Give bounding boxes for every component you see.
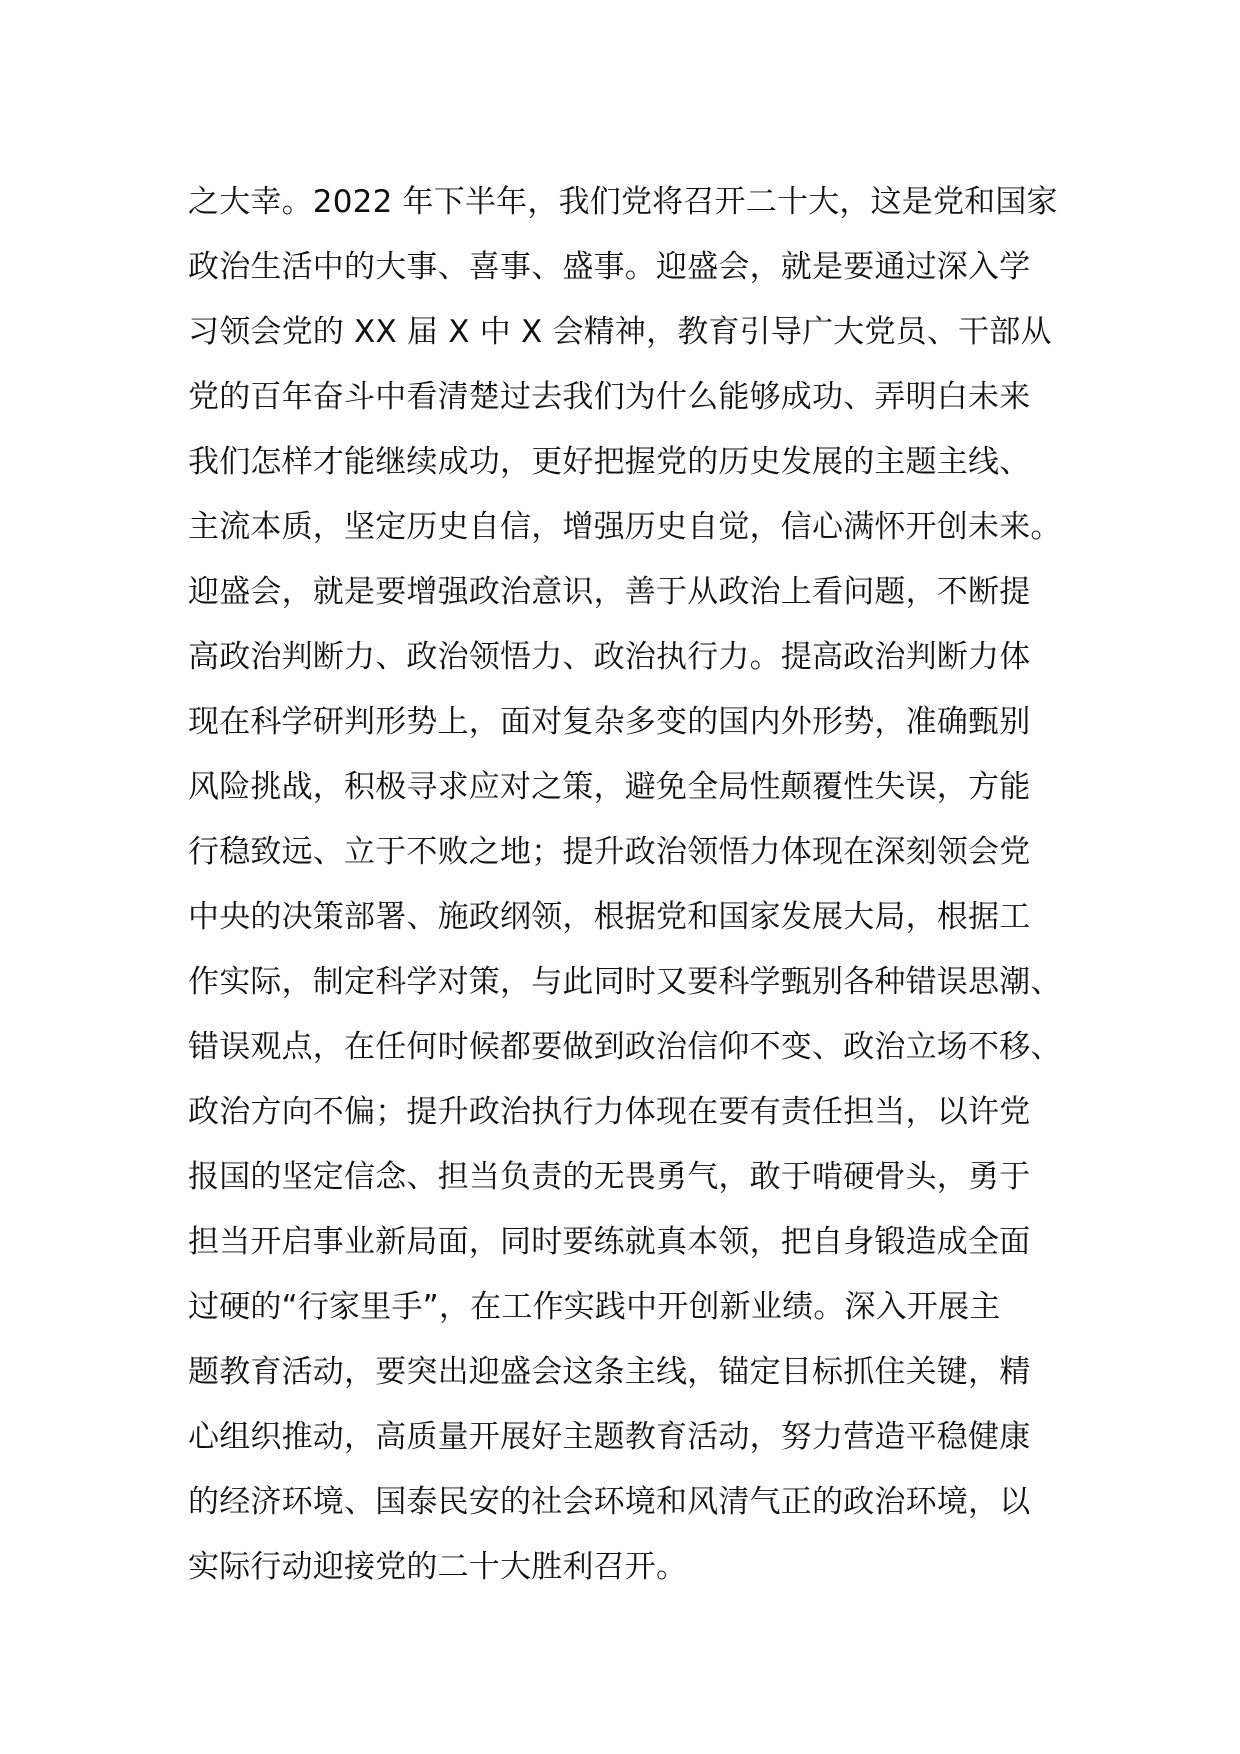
text-line: 现在科学研判形势上，面对复杂多变的国内外形势，准确甄别	[188, 704, 1031, 740]
text-line: 我们怎样才能继续成功，更好把握党的历史发展的主题主线、	[188, 444, 1031, 480]
body-text	[188, 170, 1088, 1600]
text-line: 心组织推动，高质量开展好主题教育活动，努力营造平稳健康	[188, 1419, 1031, 1455]
text-line: 主流本质，坚定历史自信，增强历史自觉，信心满怀开创未来。	[188, 509, 1062, 545]
text-line: 的经济环境、国泰民安的社会环境和风清气正的政治环境，以	[188, 1484, 1031, 1520]
text-line: 实际行动迎接党的二十大胜利召开。	[188, 1549, 688, 1585]
text-line: 迎盛会，就是要增强政治意识，善于从政治上看问题，不断提	[188, 574, 1031, 610]
text-line: 政治方向不偏；提升政治执行力体现在要有责任担当，以许党	[188, 1094, 1031, 1130]
text-line: 过硬的“行家里手”，在工作实践中开创新业绩。深入开展主	[188, 1289, 1001, 1325]
text-line: 之大幸。2022 年下半年，我们党将召开二十大，这是党和国家	[188, 184, 1058, 220]
text-line: 作实际，制定科学对策，与此同时又要科学甄别各种错误思潮、	[188, 964, 1062, 1000]
text-line: 高政治判断力、政治领悟力、政治执行力。提高政治判断力体	[188, 639, 1031, 675]
text-line: 行稳致远、立于不败之地；提升政治领悟力体现在深刻领会党	[188, 834, 1031, 870]
text-line: 习领会党的 XX 届 X 中 X 会精神，教育引导广大党员、干部从	[188, 314, 1052, 350]
text-line: 风险挑战，积极寻求应对之策，避免全局性颠覆性失误，方能	[188, 769, 1031, 805]
text-line: 错误观点，在任何时候都要做到政治信仰不变、政治立场不移、	[188, 1029, 1062, 1065]
text-line: 中央的决策部署、施政纲领，根据党和国家发展大局，根据工	[188, 899, 1031, 935]
text-line: 报国的坚定信念、担当负责的无畏勇气，敢于啃硬骨头，勇于	[188, 1159, 1031, 1195]
text-line: 政治生活中的大事、喜事、盛事。迎盛会，就是要通过深入学	[188, 249, 1031, 285]
text-line: 党的百年奋斗中看清楚过去我们为什么能够成功、弄明白未来	[188, 379, 1031, 415]
text-line: 题教育活动，要突出迎盛会这条主线，锚定目标抓住关键，精	[188, 1354, 1031, 1390]
text-line: 担当开启事业新局面，同时要练就真本领，把自身锻造成全面	[188, 1224, 1031, 1260]
